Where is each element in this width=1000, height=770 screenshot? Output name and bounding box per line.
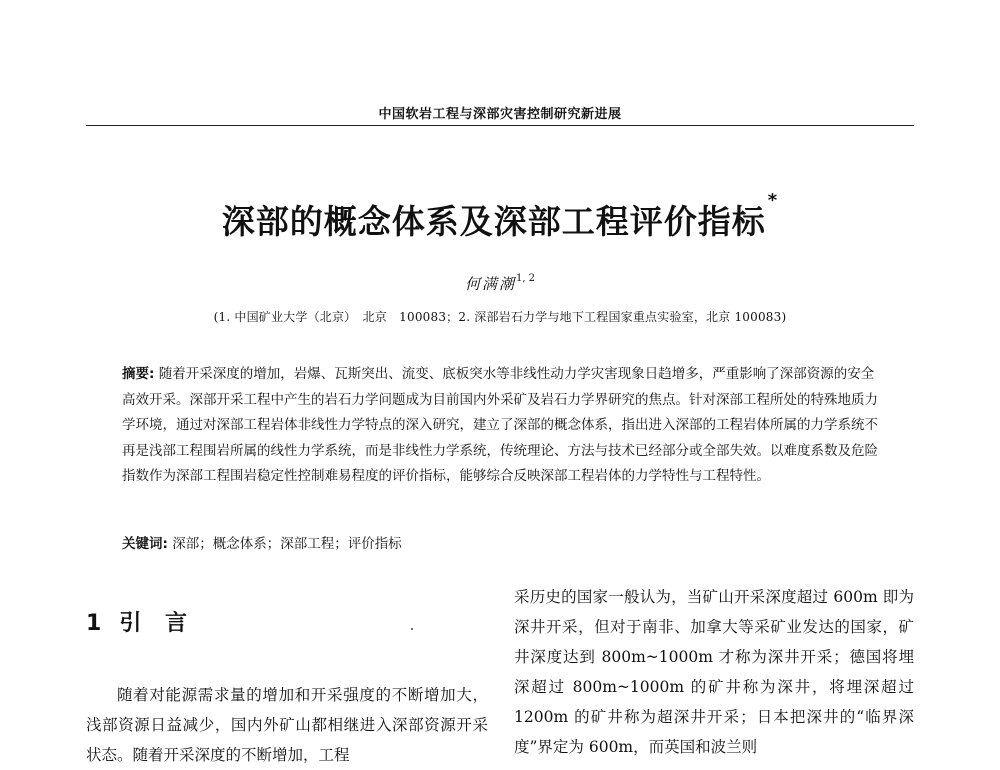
stray-dot xyxy=(411,628,413,630)
paper-title xyxy=(0,190,1000,243)
keywords-label: 关键词: xyxy=(122,536,168,552)
body-paragraph: 随着对能源需求量的增加和开采强度的不断增加大，浅部资源日益减少，国内外矿山都相继进入深部资源开采状态。随着开采深度的不断增加，工程 xyxy=(86,686,488,764)
section-number: 1 xyxy=(86,611,110,636)
body-paragraph: 采历史的国家一般认为，当矿山开采深度超过 600m 即为深井开采，但对于南非、加拿大等采矿业发达的国家，矿井深度达到 800m~1000m 才称为深井开采；德国将埋深超过 800m~1000m 的矿井称为深井，将埋深超过 1200m 的矿井称为超深井开采；日本把深井的“临界深度”界定为 600m，而英国和波兰则 xyxy=(514,588,914,756)
abstract-label: 摘要: xyxy=(122,366,155,382)
abstract-text: 随着开采深度的增加，岩爆、瓦斯突出、流变、底板突水等非线性动力学灾害现象日趋增多，严重影响了深部资源的安全高效开采。深部开采工程中产生的岩石力学问题成为目前国内外采矿及岩石力学界研究的焦点。针对深部工程所处的特殊地质力学环境，通过对深部工程岩体非线性力学特点的深入研究，建立了深部的概念体系，指出进入深部的工程岩体所属的力学系统不再是浅部工程围岩所属的线性力学系统，而是非线性力学系统，传统理论、方法与技术已经部分或全部失效。以难度系数及危险指数作为深部工程围岩稳定性控制难易程度的评价指标，能够综合反映深部工程岩体的力学特性与工程特性。 xyxy=(122,366,878,485)
section-heading xyxy=(86,606,195,637)
abstract xyxy=(122,362,878,490)
title-footnote-mark: * xyxy=(767,190,779,211)
body-right-column xyxy=(514,582,914,762)
header-rule xyxy=(86,125,914,126)
affiliations: (1. 中国矿业大学（北京） 北京 100083；2. 深部岩石力学与地下工程国家重点实验室，北京 100083) xyxy=(213,310,787,324)
body-left-column xyxy=(86,680,488,770)
title-text: 深部的概念体系及深部工程评价指标 xyxy=(221,202,766,241)
keywords-text: 深部；概念体系；深部工程；评价指标 xyxy=(167,536,402,552)
running-head: 中国软岩工程与深部灾害控制研究新进展 xyxy=(378,107,622,122)
author-line xyxy=(0,273,1000,294)
author-name: 何满潮 xyxy=(464,275,516,293)
author-affiliation-ids: 1, 2 xyxy=(515,273,536,284)
keywords xyxy=(122,532,878,558)
section-title: 引 言 xyxy=(119,611,195,636)
